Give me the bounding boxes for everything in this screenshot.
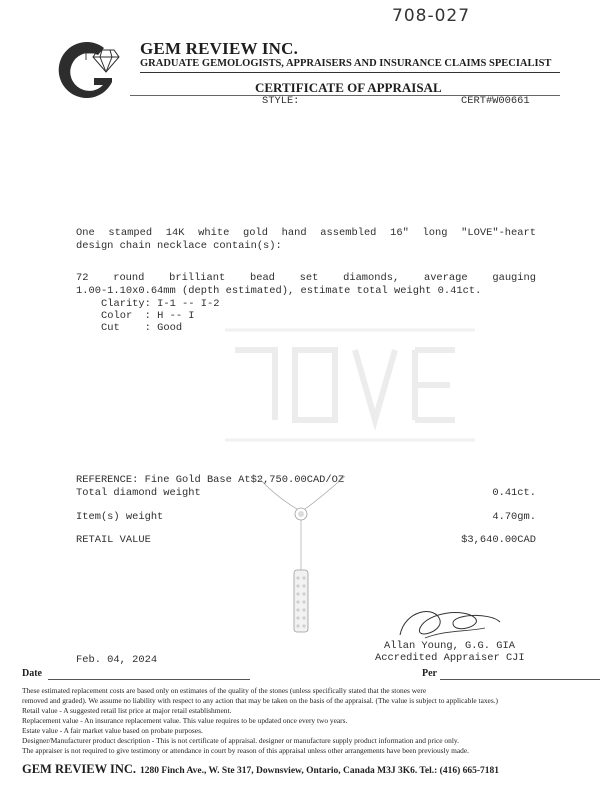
footnote-estimates-2: removed and graded). We assume no liability with respect to any action that may be taken on the basis of the appraisal. (The value is subject to applicable taxes.) [22, 696, 499, 705]
item-description-line-2: design chain necklace contain(s): [76, 240, 282, 252]
date-line [48, 679, 250, 680]
certificate-title: CERTIFICATE OF APPRAISAL [255, 80, 442, 95]
gem-review-logo [58, 38, 128, 108]
total-diamond-weight-value: 0.41ct. [492, 487, 536, 499]
footnote-estimates-1: These estimated replacement costs are based only on estimates of the quality of the stones (unless specifically stated that the stones were [22, 686, 427, 695]
reference-line: REFERENCE: Fine Gold Base At$2,750.00CAD/OZ [76, 474, 345, 486]
company-tagline: GRADUATE GEMOLOGISTS, APPRAISERS AND INSURANCE CLAIMS SPECIALIST [140, 58, 552, 69]
footnote-testimony: The appraiser is not required to give testimony or attendance in court by reason of this appraisal unless other arrangements have been previously made. [22, 746, 469, 755]
date-value: Feb. 04, 2024 [76, 654, 158, 666]
item-weight-label: Item(s) weight [76, 511, 164, 523]
appraiser-title: Accredited Appraiser CJI [375, 652, 525, 664]
company-name: GEM REVIEW INC. [140, 39, 299, 58]
header-rule [140, 72, 560, 73]
appraiser-name: Allan Young, G.G. GIA [384, 640, 515, 652]
handwritten-reference: 708-027 [392, 6, 471, 26]
bottom-address: 1280 Finch Ave., W. Ste 317, Downsview, Ontario, Canada M3J 3K6. Tel.: (416) 665-7181 [140, 766, 500, 776]
heart-pendant [295, 508, 307, 520]
diamonds-line-2: 1.00-1.10x0.64mm (depth estimated), estimate total weight 0.41ct. [76, 285, 482, 297]
retail-value-label: RETAIL VALUE [76, 534, 151, 546]
per-label: Per [422, 668, 437, 679]
color-grade: Color : H -- I [101, 310, 195, 322]
watermark-graphic [215, 300, 485, 460]
style-label: STYLE: [262, 95, 300, 107]
total-diamond-weight-label: Total diamond weight [76, 487, 201, 499]
cert-number: CERT#W00661 [461, 95, 530, 107]
retail-value-amount: $3,640.00CAD [461, 534, 536, 546]
diamonds-line-1: 72 round brilliant bead set diamonds, average gauging [76, 272, 536, 284]
footnote-designer: Designer/Manufacturer product description - This is not certificate of appraisal. designer or manufacture supply product information and price only. [22, 736, 459, 745]
item-description-line-1: One stamped 14K white gold hand assembled 16" long "LOVE"-heart [76, 227, 536, 239]
per-line [440, 679, 600, 680]
item-weight-value: 4.70gm. [492, 511, 536, 523]
bottom-address-bar [22, 760, 499, 778]
footnote-estate-value: Estate value - A fair market value based on probate purposes. [22, 726, 203, 735]
bottom-company-name: GEM REVIEW INC. [22, 762, 137, 776]
footnote-retail-value: Retail value - A suggested retail list price at major retail establishment. [22, 706, 232, 715]
necklace-photo [245, 476, 355, 646]
footnote-replacement-value: Replacement value - An insurance replacement value. This value requires to be updated once every two years. [22, 716, 348, 725]
bar-pendant [294, 570, 308, 632]
date-label: Date [22, 668, 42, 679]
clarity-grade: Clarity: I-1 -- I-2 [101, 298, 220, 310]
cut-grade: Cut : Good [101, 322, 183, 334]
